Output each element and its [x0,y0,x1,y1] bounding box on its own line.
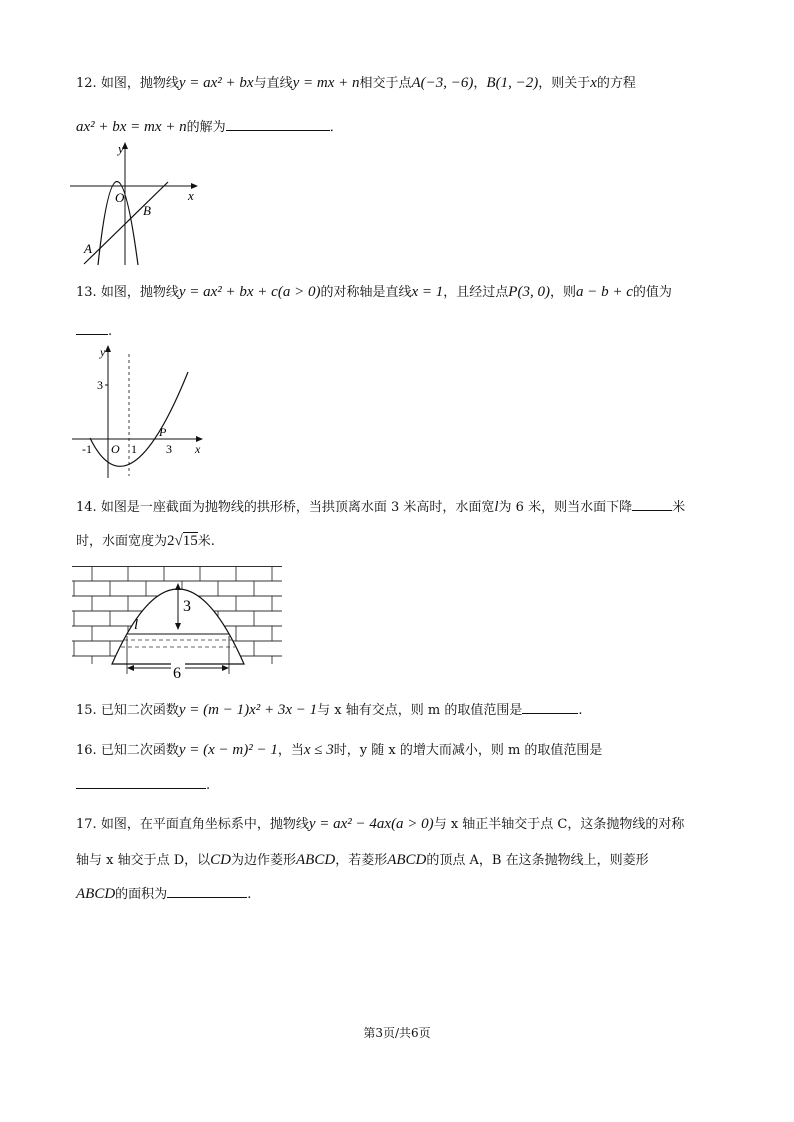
equation: y = mx + n [292,75,360,91]
q16-line-2 [76,776,210,793]
expression: a − b + c [575,284,633,300]
y-axis-arrow-icon [105,345,111,352]
question-number: 12. [76,76,97,91]
text: . [578,703,583,718]
text: 米. [197,534,215,549]
q13-line-2 [76,322,112,339]
text: 的顶点 A，B 在这条抛物线上，则菱形 [426,853,649,868]
straight-line [84,182,168,264]
y-axis-label: y [118,141,124,156]
text: ， [473,76,487,91]
text: 如图，在平面直角坐标系中，抛物线 [100,817,309,832]
equation: y = (m − 1)x² + 3x − 1 [178,702,318,718]
text: 与直线 [253,76,293,91]
point-b-label: B [143,203,151,218]
coefficient: 2 [167,533,175,549]
equation: y = (x − m)² − 1 [178,742,278,758]
text: 与 x 轴有交点，则 m 的取值范围是 [317,703,523,718]
radical-sign-icon: √ [174,533,183,549]
question-number: 14. [76,500,97,515]
text: 与 x 轴正半轴交于点 C，这条抛物线的对称 [433,817,685,832]
tick-label-y3: 3 [97,378,103,392]
point-label: B(1, −2) [486,75,539,91]
text: 如图是一座截面为抛物线的拱形桥，当拱顶离水面 3 米高时，水面宽 [100,500,495,515]
q17-line-3 [76,883,251,903]
width-variable-label: l [134,617,139,633]
condition: (a > 0) [391,816,434,832]
question-number: 15. [76,703,97,718]
origin-label: O [115,190,125,205]
arrow-left-icon [127,665,134,671]
shape-label: ABCD [296,852,336,868]
radicand: 15 [182,533,198,549]
equation: ax² + bx = mx + n [76,119,187,135]
text: 轴与 x 轴交于点 D，以 [76,853,211,868]
page-footer: 第3页/共6页 [363,1026,431,1040]
text: 为 6 米，则当水面下降 [498,500,633,515]
text: ，则 [549,285,576,300]
q12-line-1 [76,72,636,92]
text: 的对称轴是直线 [320,285,412,300]
text: 如图，抛物线 [100,285,179,300]
parabola [90,372,188,466]
point-a-label: A [84,241,92,256]
text: 的面积为 [115,887,168,902]
text: 如图，抛物线 [100,76,179,91]
text: ，则关于 [538,76,591,91]
point-label: P(3, 0) [508,284,550,300]
shape-label: ABCD [387,852,427,868]
text: 时，水面宽度为 [76,534,168,549]
variable: l [494,499,499,515]
q14-figure [72,566,282,684]
question-number: 13. [76,285,97,300]
answer-blank [522,701,578,714]
text: 的方程 [596,76,636,91]
x-axis-label: x [195,442,201,456]
text: . [206,778,211,793]
origin-label: O [111,442,120,456]
segment-label: CD [210,852,231,868]
width-label: 6 [173,665,181,682]
equation: x = 1 [411,284,444,300]
shape-label: ABCD [76,886,116,902]
answer-blank [76,776,206,789]
tick-label-1: 1 [131,442,137,456]
text: 米 [672,500,686,515]
text: ，若菱形 [335,853,388,868]
q12-line-2 [76,116,343,136]
q14-line-1 [76,496,685,516]
answer-blank [226,118,330,131]
equation: y = ax² + bx [178,75,254,91]
height-label: 3 [183,598,191,615]
q12-figure [70,140,210,270]
text: 相交于点 [359,76,412,91]
equation: y = ax² + bx + c [178,284,278,300]
answer-blank [76,322,108,335]
condition: x ≤ 3 [303,742,334,758]
q13-figure [70,342,210,480]
text: ，当 [277,743,304,758]
q14-line-2 [76,530,215,550]
answer-blank [632,498,672,511]
text: . [108,324,113,339]
tick-label-x3: 3 [166,442,172,456]
equation: y = ax² − 4ax [308,816,392,832]
y-axis-label: y [100,345,106,359]
text: . [247,887,252,902]
point-p-label: P [159,425,167,439]
q15-line [76,699,582,719]
q17-line-1 [76,813,684,833]
text: 已知二次函数 [100,703,179,718]
question-number: 17. [76,817,97,832]
answer-blank [167,885,247,898]
variable: x [590,75,597,91]
text: 的值为 [632,285,672,300]
condition: (a > 0) [277,284,321,300]
tick-label-neg1: -1 [82,442,92,456]
point-label: A(−3, −6) [411,75,474,91]
q17-line-2 [76,849,649,869]
arrow-right-icon [222,665,229,671]
text: ，且经过点 [443,285,509,300]
text: 时，y 随 x 的增大而减小，则 m 的取值范围是 [333,743,603,758]
question-number: 16. [76,743,97,758]
q16-line-1 [76,739,602,759]
text: 已知二次函数 [100,743,179,758]
q13-line-1 [76,281,672,301]
text: 为边作菱形 [231,853,297,868]
text: 的解为 [186,120,226,135]
text: ． [329,120,343,135]
x-axis-label: x [188,188,194,203]
